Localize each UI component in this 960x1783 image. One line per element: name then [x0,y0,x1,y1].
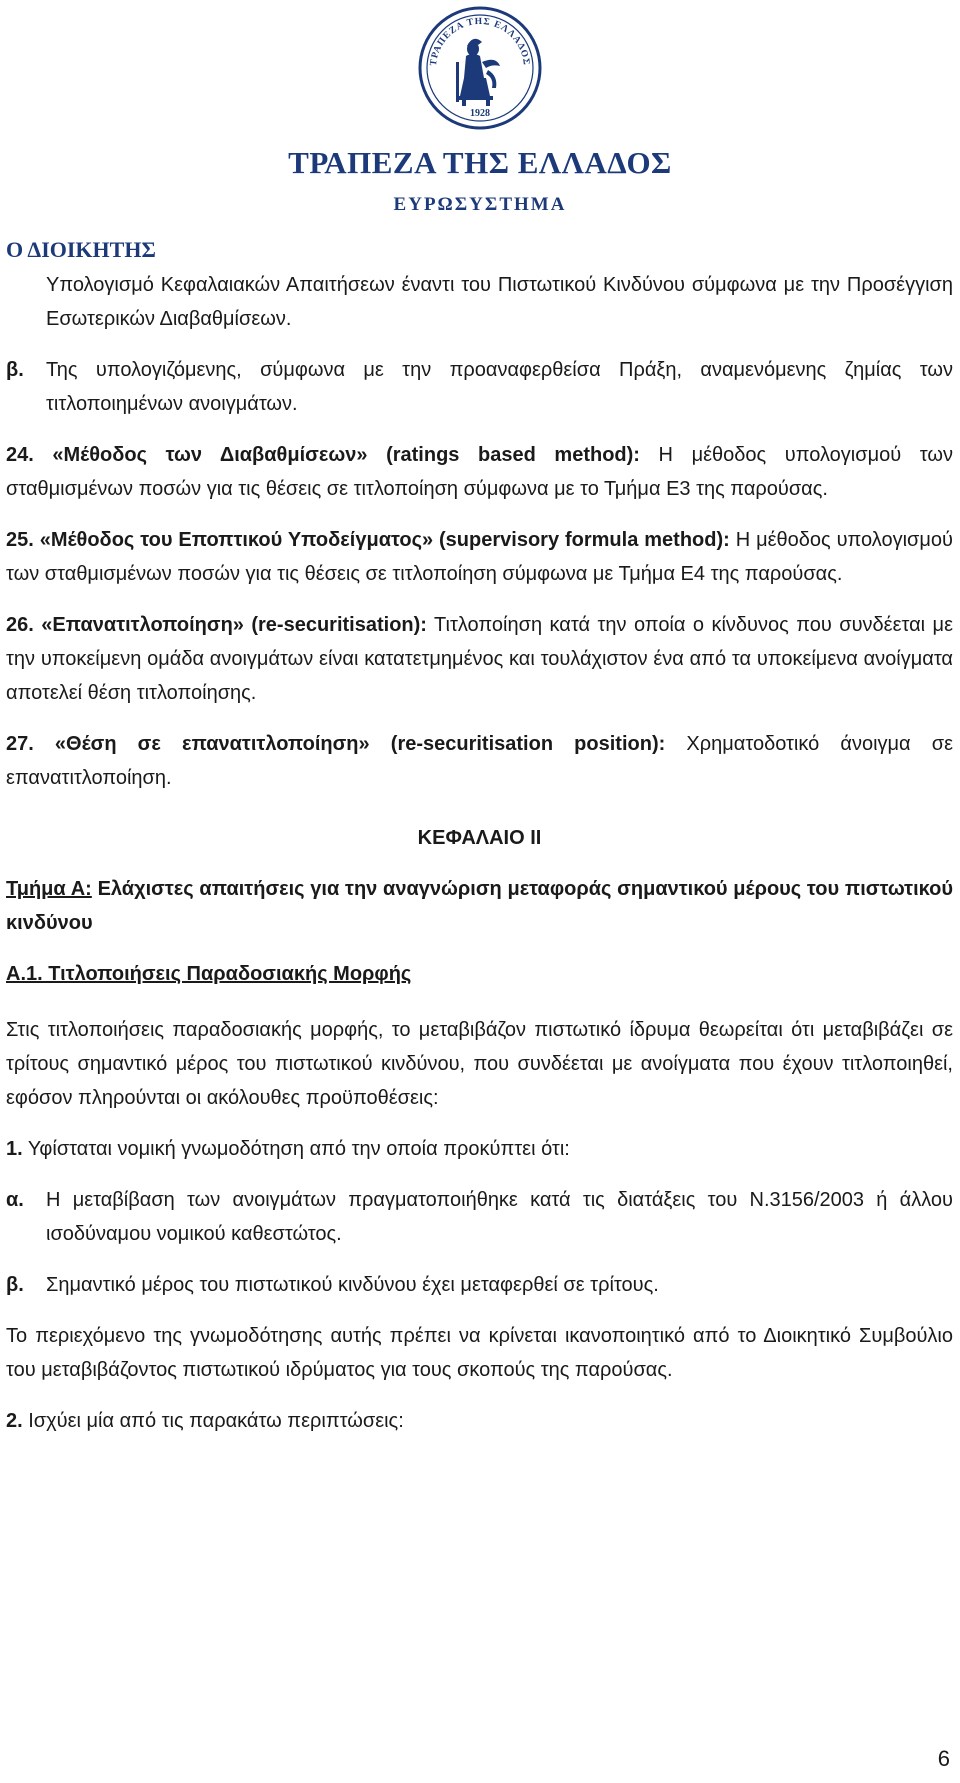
subsection-title: Α.1. Τιτλοποιήσεις Παραδοσιακής Μορφής [6,963,412,985]
seal-arc-text: ΤΡΑΠΕΖΑ ΤΗΣ ΕΛΛΑΔΟΣ [428,16,532,67]
chapter-heading: ΚΕΦΑΛΑΙΟ ΙΙ [417,827,542,849]
definition-text: Η μέθοδος υπολογισμού των σταθμισμένων ποσών για τις θέσεις σε τιτλοποίηση σύμφωνα με Τμήμα Ε4 της παρούσας. [6,529,953,585]
list-marker: α. [6,1189,24,1211]
definition-27 [6,727,953,795]
definition-term: 24. «Μέθοδος των Διαβαθμίσεων» (ratings based method): [6,444,640,466]
condition-number: 1. [6,1138,23,1160]
definition-26 [6,608,953,710]
opinion-paragraph: Το περιεχόμενο της γνωμοδότησης αυτής πρέπει να κρίνεται ικανοποιητικό από το Διοικητικό Συμβούλιο του μεταβιβάζοντος πιστωτικού ιδρύματος για τους σκοπούς της παρούσας. [6,1325,953,1381]
document-body [6,268,953,1438]
list-item-text: Η μεταβίβαση των ανοιγμάτων πραγματοποιήθηκε κατά τις διατάξεις του Ν.3156/2003 ή άλλου ισοδύναμου νομικού καθεστώτος. [46,1189,953,1245]
section-heading [6,872,953,940]
list-item-text: Της υπολογιζόμενης, σύμφωνα με την προαναφερθείσα Πράξη, αναμενόμενης ζημίας των τιτλοποιημένων ανοιγμάτων. [46,359,953,415]
continuation-paragraph: Υπολογισμό Κεφαλαιακών Απαιτήσεων έναντι του Πιστωτικού Κινδύνου σύμφωνα με την Προσέγγιση Εσωτερικών Διαβαθμίσεων. [46,274,953,330]
subsection-heading [6,957,953,991]
condition-1 [6,1132,953,1166]
intro-paragraph: Στις τιτλοποιήσεις παραδοσιακής μορφής, το μεταβιβάζον πιστωτικό ίδρυμα θεωρείται ότι μεταβιβάζει σε τρίτους σημαντικό μέρος του πιστωτικού κινδύνου, που συνδέεται με ανοίγματα που έχουν τιτλοποιηθεί, εφόσον πληρούνται οι ακόλουθες προϋποθέσεις: [6,1019,953,1109]
section-label: Τμήμα Α: [6,878,92,900]
definition-text: Τιτλοποίηση κατά την οποία ο κίνδυνος που συνδέεται με την υποκείμενη ομάδα ανοιγμάτων είναι κατατετμημένος και τουλάχιστον ένα από τα υποκείμενα ανοίγματα αποτελεί θέση τιτλοποίησης. [6,614,953,704]
definition-25 [6,523,953,591]
bank-name: ΤΡΑΠΕΖΑ ΤΗΣ ΕΛΛΑΔΟΣ [288,145,672,180]
bank-seal-icon [416,4,544,142]
list-item-beta-2 [6,1268,953,1302]
condition-text: Υφίσταται νομική γνωμοδότηση από την οποία προκύπτει ότι: [22,1138,570,1160]
definition-term: 27. «Θέση σε επανατιτλοποίηση» (re-securitisation position): [6,733,666,755]
governor-heading: Ο ΔΙΟΙΚΗΤΗΣ [6,237,156,262]
condition-2 [6,1404,953,1438]
definition-term: 25. «Μέθοδος του Εποπτικού Υποδείγματος» (supervisory formula method): [6,529,730,551]
definition-text: Η μέθοδος υπολογισμού των σταθμισμένων ποσών για τις θέσεις σε τιτλοποίηση σύμφωνα με το Τμήμα Ε3 της παρούσας. [6,444,953,500]
list-item-text: Σημαντικό μέρος του πιστωτικού κινδύνου έχει μεταφερθεί σε τρίτους. [46,1274,659,1296]
definition-text: Χρηματοδοτικό άνοιγμα σε επανατιτλοποίηση. [6,733,953,789]
condition-number: 2. [6,1410,23,1432]
condition-text: Ισχύει μία από τις παρακάτω περιπτώσεις: [22,1410,404,1432]
definition-term: 26. «Επανατιτλοποίηση» (re-securitisation): [6,614,427,636]
bank-logo [0,0,960,222]
list-marker: β. [6,359,24,381]
list-item-alpha [6,1183,953,1251]
list-marker: β. [6,1274,24,1296]
definition-24 [6,438,953,506]
section-title: Ελάχιστες απαιτήσεις για την αναγνώριση μεταφοράς σημαντικού μέρους του πιστωτικού κινδύνου [6,878,953,934]
list-item-beta [6,353,953,421]
bank-subtitle: ΕΥΡΩΣΥΣΤΗΜΑ [393,194,567,215]
seal-year: 1928 [470,108,490,119]
page-number: 6 [937,1746,950,1771]
